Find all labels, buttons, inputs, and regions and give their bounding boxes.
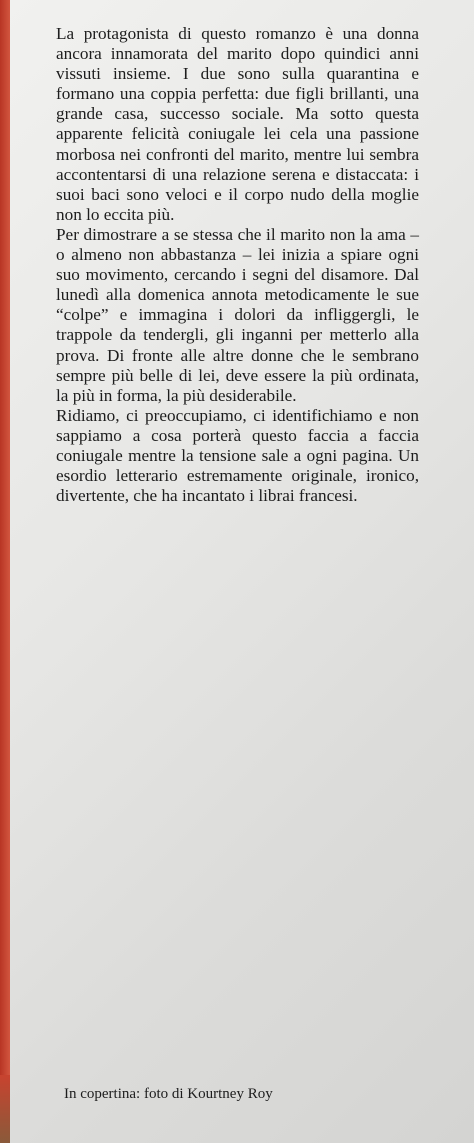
book-spine-edge [0, 0, 10, 1143]
blurb-text [56, 24, 419, 506]
blurb-paragraph-1: La protagonista di questo romanzo è una donna ancora innamorata del marito dopo quindici anni vissuti insieme. I due sono sulla quarantina e formano una coppia perfetta: due figli brillanti, una grande casa, successo sociale. Ma sotto questa apparente felicità coniugale lei cela una passione morbosa nei confronti del marito, mentre lui sembra accontentarsi di una relazione serena e distaccata: i suoi baci sono veloci e il corpo nudo della moglie non lo eccita più. [56, 24, 419, 224]
book-spine-edge-bottom [0, 1075, 10, 1143]
cover-credit: In copertina: foto di Kourtney Roy [64, 1086, 273, 1102]
blurb-paragraph-2: Per dimostrare a se stessa che il marito non la ama – o almeno non abbastanza – lei inizia a spiare ogni suo movimento, cercando i segni del disamore. Dal lunedì alla domenica annota metodicamente le sue “colpe” e immagina i dolori da infliggergli, le trappole da tendergli, gli inganni per metterlo alla prova. Di fronte alle altre donne che le sembrano sempre più belle di lei, deve essere la più ordinata, la più in forma, la più desiderabile. [56, 224, 419, 405]
blurb-paragraph-3: Ridiamo, ci preoccupiamo, ci identifichiamo e non sappiamo a cosa porterà questo faccia a faccia coniugale mentre la tensione sale a ogni pagina. Un esordio letterario estremamente originale, ironico, divertente, che ha incantato i librai francesi. [56, 405, 419, 506]
